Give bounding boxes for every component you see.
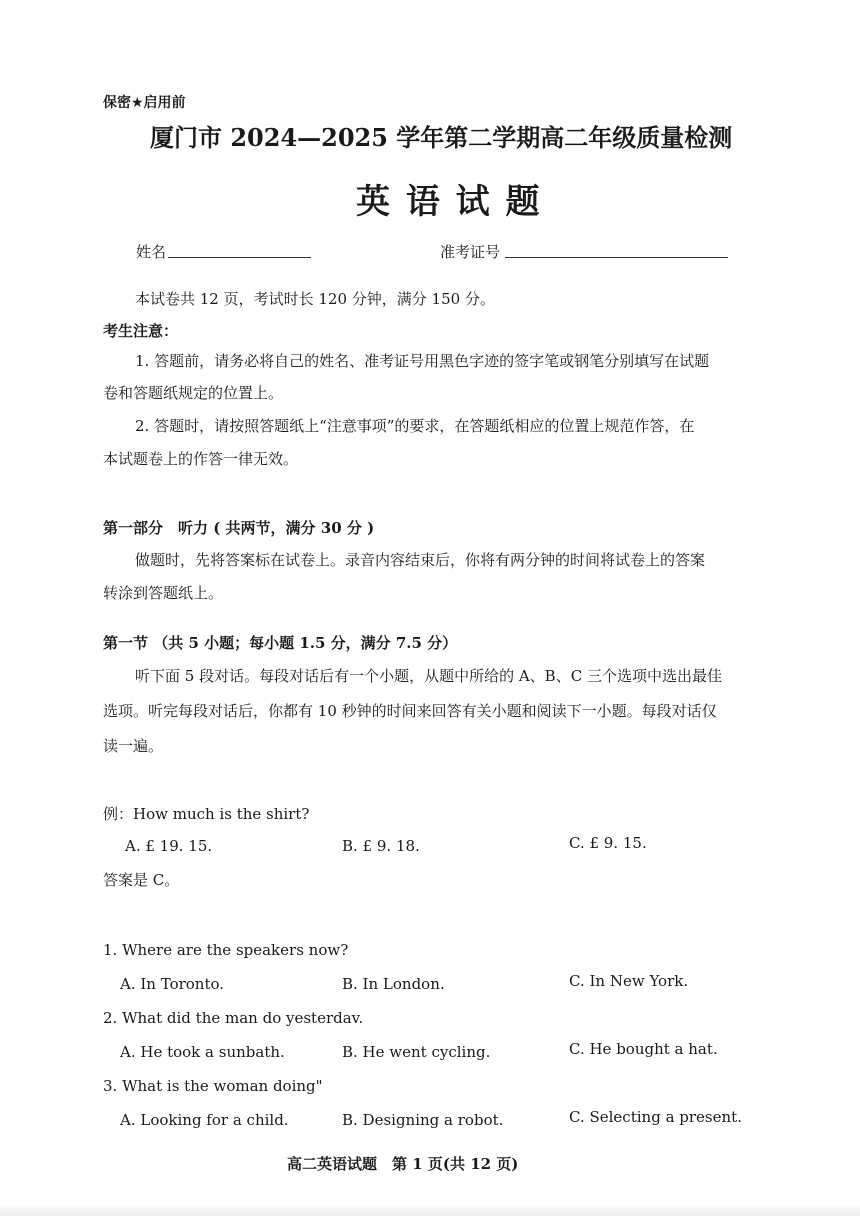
section1-heading: 第一节 （共 5 小题；每小题 1.5 分，满分 7.5 分） <box>103 634 458 652</box>
notice-2-line1: 2. 答题时，请按照答题纸上“注意事项”的要求，在答题纸相应的位置上规范作答，在 <box>135 417 695 435</box>
question-3-option-a: A. Looking for a child. <box>120 1111 289 1129</box>
notice-1-line2: 卷和答题纸规定的位置上。 <box>103 384 284 402</box>
question-2-option-a: A. He took a sunbath. <box>120 1043 285 1061</box>
section1-instruction-line3: 读一遍。 <box>103 737 164 755</box>
question-1: 1. Where are the speakers now? <box>103 941 349 959</box>
notice-2-line2: 本试题卷上的作答一律无效。 <box>103 450 299 468</box>
example-question: 例：How much is the shirt? <box>103 805 310 823</box>
name-label: 姓名 <box>136 243 167 261</box>
exam-id-label: 准考证号 <box>440 243 501 261</box>
part1-instruction-line2: 转涂到答题纸上。 <box>103 584 224 602</box>
question-3-option-b: B. Designing a robot. <box>342 1111 504 1129</box>
question-3: 3. What is the woman doing" <box>103 1077 323 1095</box>
question-1-option-c: C. In New York. <box>569 972 689 990</box>
section1-instruction-line1: 听下面 5 段对话。每段对话后有一个小题，从题中所给的 A、B、C 三个选项中选出最佳 <box>135 667 722 685</box>
subject-title: 英 语 试 题 <box>356 182 542 222</box>
question-2-option-b: B. He went cycling. <box>342 1043 491 1061</box>
question-3-option-c: C. Selecting a present. <box>569 1108 742 1126</box>
scan-edge <box>0 1206 860 1216</box>
notice-heading: 考生注意： <box>103 322 179 340</box>
example-option-a: A. £ 19. 15. <box>125 837 213 855</box>
part1-instruction-line1: 做题时，先将答案标在试卷上。录音内容结束后，你将有两分钟的时间将试卷上的答案 <box>135 551 706 569</box>
section1-instruction-line2: 选项。听完每段对话后，你都有 10 秒钟的时间来回答有关小题和阅读下一小题。每段对话仅 <box>103 702 717 720</box>
question-2-option-c: C. He bought a hat. <box>569 1040 718 1058</box>
question-1-option-a: A. In Toronto. <box>120 975 225 993</box>
page-footer: 高二英语试题 第 1 页(共 12 页) <box>287 1155 519 1173</box>
example-option-b: B. £ 9. 18. <box>342 837 420 855</box>
exam-title: 厦门市 2024—2025 学年第二学期高二年级质量检测 <box>150 123 733 152</box>
question-2: 2. What did the man do yesterdav. <box>103 1009 364 1027</box>
name-field-line[interactable] <box>168 257 311 258</box>
part1-heading: 第一部分 听力 ( 共两节，满分 30 分 ) <box>103 519 375 537</box>
confidential-label: 保密★启用前 <box>103 95 186 111</box>
exam-id-field-line[interactable] <box>505 257 728 258</box>
example-option-c: C. £ 9. 15. <box>569 834 647 852</box>
example-answer: 答案是 C。 <box>103 871 180 889</box>
notice-1-line1: 1. 答题前，请务必将自己的姓名、准考证号用黑色字迹的签字笔或钢笔分别填写在试题 <box>135 352 710 370</box>
paper-info: 本试卷共 12 页，考试时长 120 分钟，满分 150 分。 <box>135 290 495 308</box>
question-1-option-b: B. In London. <box>342 975 445 993</box>
